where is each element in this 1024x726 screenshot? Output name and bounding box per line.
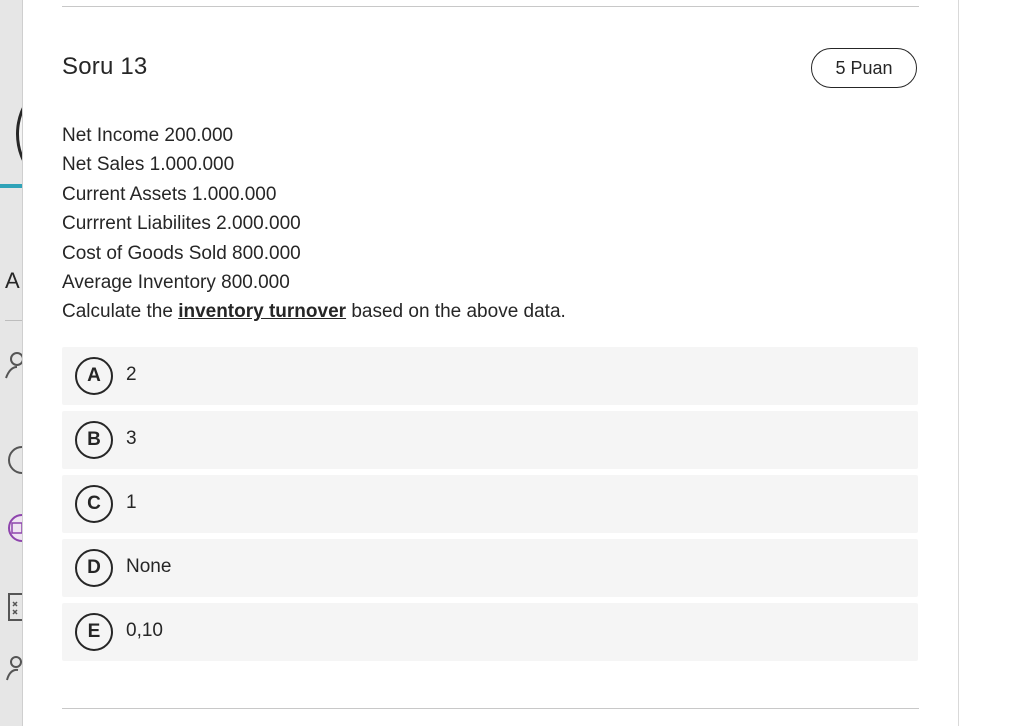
option-d[interactable]: [62, 539, 918, 597]
option-text: None: [126, 556, 172, 577]
sidebar-partial-text: A: [5, 268, 20, 293]
right-gutter: [959, 0, 1024, 726]
question-prompt: [62, 297, 922, 326]
prompt-text-before: Calculate the: [62, 301, 179, 323]
clipboard-icon[interactable]: [4, 590, 22, 624]
bottom-divider: [62, 708, 919, 709]
option-letter-badge: C: [75, 485, 113, 523]
accent-bar: [0, 184, 22, 188]
prompt-text-after: based on the above data.: [346, 301, 566, 323]
divider: [5, 320, 22, 321]
question-line: Cost of Goods Sold 800.000: [62, 242, 301, 264]
option-letter-badge: A: [75, 357, 113, 395]
option-letter-badge: B: [75, 421, 113, 459]
group-icon[interactable]: [4, 654, 22, 688]
clock-icon[interactable]: [4, 444, 22, 476]
background-sidebar: [0, 0, 22, 726]
option-b[interactable]: [62, 411, 918, 469]
prompt-emphasis: inventory turnover: [178, 301, 347, 323]
user-icon[interactable]: [4, 350, 22, 380]
option-text: 1: [126, 492, 137, 513]
question-line: Net Income 200.000: [62, 125, 234, 146]
sigma-icon[interactable]: [4, 512, 22, 544]
question-line: Net Sales 1.000.000: [62, 154, 235, 176]
question-line: Currrent Liabilites 2.000.000: [62, 213, 301, 235]
question-title: Soru 13: [62, 53, 148, 80]
option-text: 2: [126, 364, 137, 385]
option-a[interactable]: [62, 347, 918, 405]
top-divider: [62, 6, 919, 7]
option-text: 0,10: [126, 620, 163, 641]
question-line: Current Assets 1.000.000: [62, 183, 277, 205]
answer-options: [62, 347, 918, 667]
modal-edge: [22, 0, 23, 726]
points-badge: [811, 48, 917, 88]
option-c[interactable]: [62, 475, 918, 533]
option-text: 3: [126, 428, 137, 449]
question-body: [62, 121, 922, 327]
option-letter-badge: E: [75, 613, 113, 651]
option-e[interactable]: [62, 603, 918, 661]
question-line: Average Inventory 800.000: [62, 272, 290, 294]
option-letter-badge: D: [75, 549, 113, 587]
points-label: 5 Puan: [835, 57, 893, 78]
